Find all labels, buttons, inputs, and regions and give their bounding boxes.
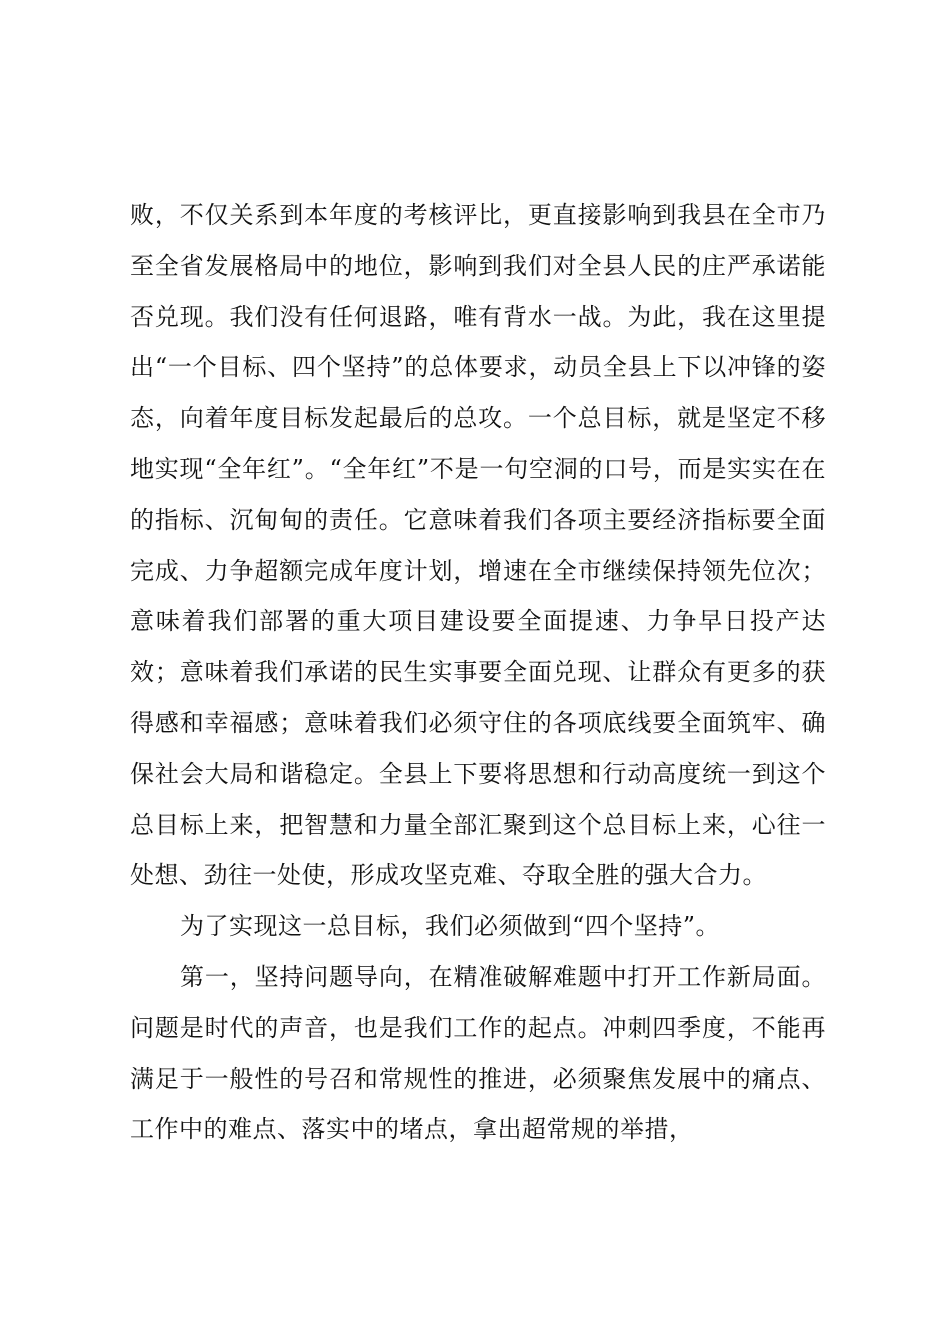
document-body bbox=[130, 190, 826, 1155]
paragraph-first-persistence: 第一，坚持问题导向，在精准破解难题中打开工作新局面。问题是时代的声音，也是我们工作的起点。冲刺四季度，不能再满足于一般性的号召和常规性的推进，必须聚焦发展中的痛点、工作中的难点、落实中的堵点，拿出超常规的举措， bbox=[130, 962, 826, 1144]
paragraph-continuation: 败，不仅关系到本年度的考核评比，更直接影响到我县在全市乃至全省发展格局中的地位，影响到我们对全县人民的庄严承诺能否兑现。我们没有任何退路，唯有背水一战。为此，我在这里提出“一个目标、四个坚持”的总体要求，动员全县上下以冲锋的姿态，向着年度目标发起最后的总攻。一个总目标，就是坚定不移地实现“全年红”。“全年红”不是一句空洞的口号，而是实实在在的指标、沉甸甸的责任。它意味着我们各项主要经济指标要全面完成、力争超额完成年度计划，增速在全市继续保持领先位次；意味着我们部署的重大项目建设要全面提速、力争早日投产达效；意味着我们承诺的民生实事要全面兑现、让群众有更多的获得感和幸福感；意味着我们必须守住的各项底线要全面筑牢、确保社会大局和谐稳定。全县上下要将思想和行动高度统一到这个总目标上来，把智慧和力量全部汇聚到这个总目标上来，心往一处想、劲往一处使，形成攻坚克难、夺取全胜的强大合力。 bbox=[130, 201, 826, 890]
paragraph-four-persistences-intro: 为了实现这一总目标，我们必须做到“四个坚持”。 bbox=[180, 912, 721, 941]
